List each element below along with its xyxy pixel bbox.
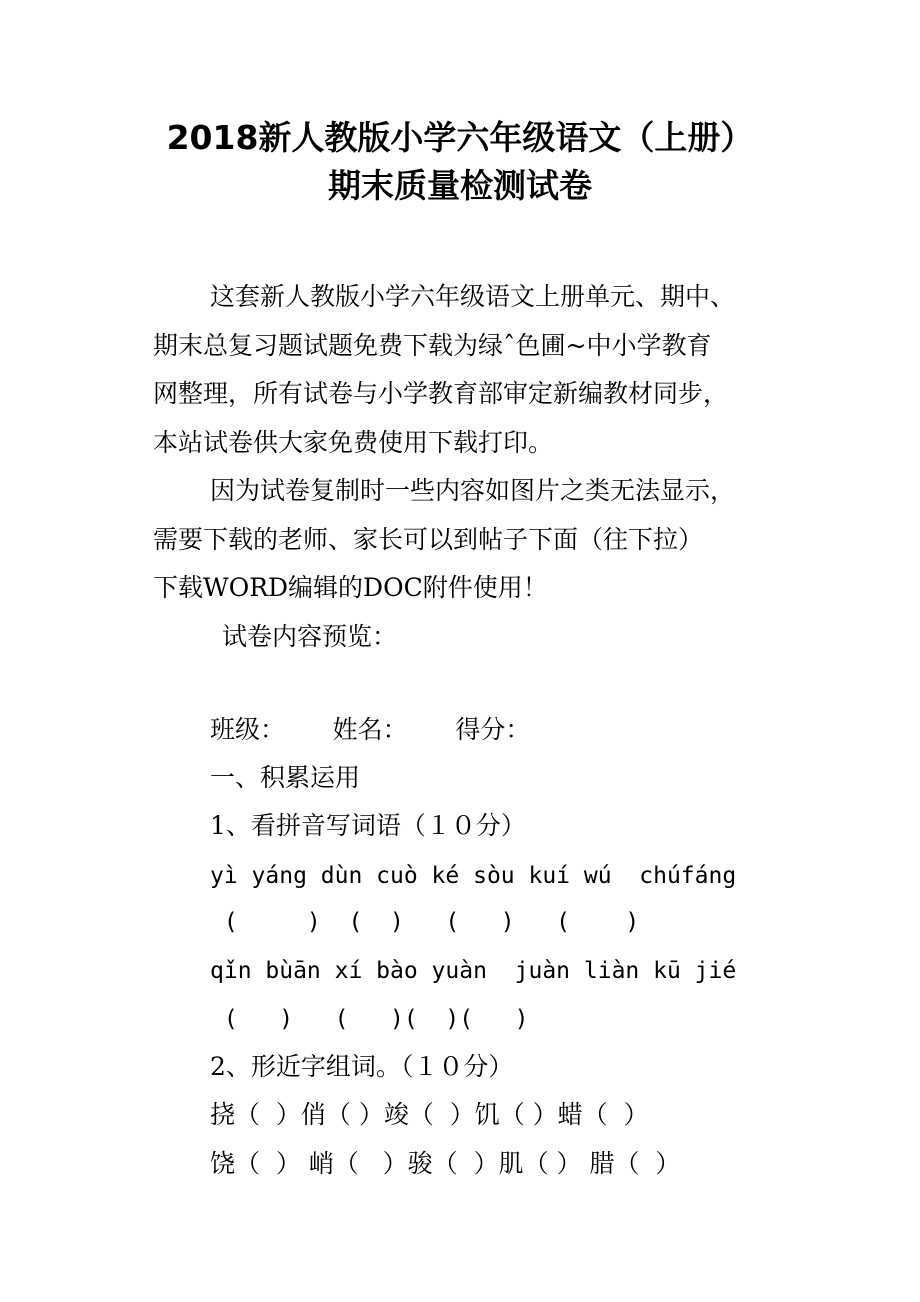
paragraph-line: 期末总复习题试题免费下载为绿ˆ色圃~中小学教育 — [153, 330, 712, 360]
exam-header-fields: 班级： 姓名： 得分： — [210, 715, 531, 744]
pinyin-row-2: qǐn bùān xí bào yuàn juàn liàn kū jié — [210, 958, 737, 984]
paragraph-line: 网整理，所有试卷与小学教育部审定新编教材同步， — [153, 379, 729, 408]
paragraph-line: 下载WORD编辑的DOC附件使用！ — [153, 573, 548, 602]
document-title-line-2: 期末质量检测试卷 — [328, 166, 592, 205]
intro-paragraph-2 — [153, 467, 793, 613]
paragraph-line: 这套新人教版小学六年级语文上册单元、期中、 — [210, 282, 736, 311]
intro-paragraph-1 — [153, 273, 793, 467]
paragraph-line: 需要下载的老师、家长可以到帖子下面（往下拉） — [153, 524, 704, 554]
paragraph-line: 因为试卷复制时一些内容如图片之类无法显示， — [210, 476, 736, 505]
question-2-title: 2、形近字组词。（１０分） — [210, 1052, 514, 1081]
document-title-line-1: 2018新人教版小学六年级语文（上册） — [166, 118, 754, 157]
paragraph-line: 本站试卷供大家免费使用下载打印。 — [153, 427, 554, 457]
similar-chars-row-1: 挠（ ）俏（ ）竣（ ）饥（ ）蜡（ ） — [210, 1100, 649, 1129]
similar-chars-row-2: 饶（ ） 峭（ ）骏（ ）肌（ ） 腊（ ） — [210, 1149, 681, 1178]
pinyin-row-1: yì yáng dùn cuò ké sòu kuí wú chúfáng — [210, 863, 737, 889]
answer-blanks-row-1: ( ) ( ) ( ) ( ) — [210, 909, 640, 935]
section-heading: 一、积累运用 — [210, 763, 361, 792]
question-1-title: 1、看拼音写词语（１０分） — [210, 811, 526, 840]
answer-blanks-row-2: ( ) ( )( )( ) — [210, 1006, 529, 1032]
preview-label: 试卷内容预览： — [222, 622, 398, 651]
